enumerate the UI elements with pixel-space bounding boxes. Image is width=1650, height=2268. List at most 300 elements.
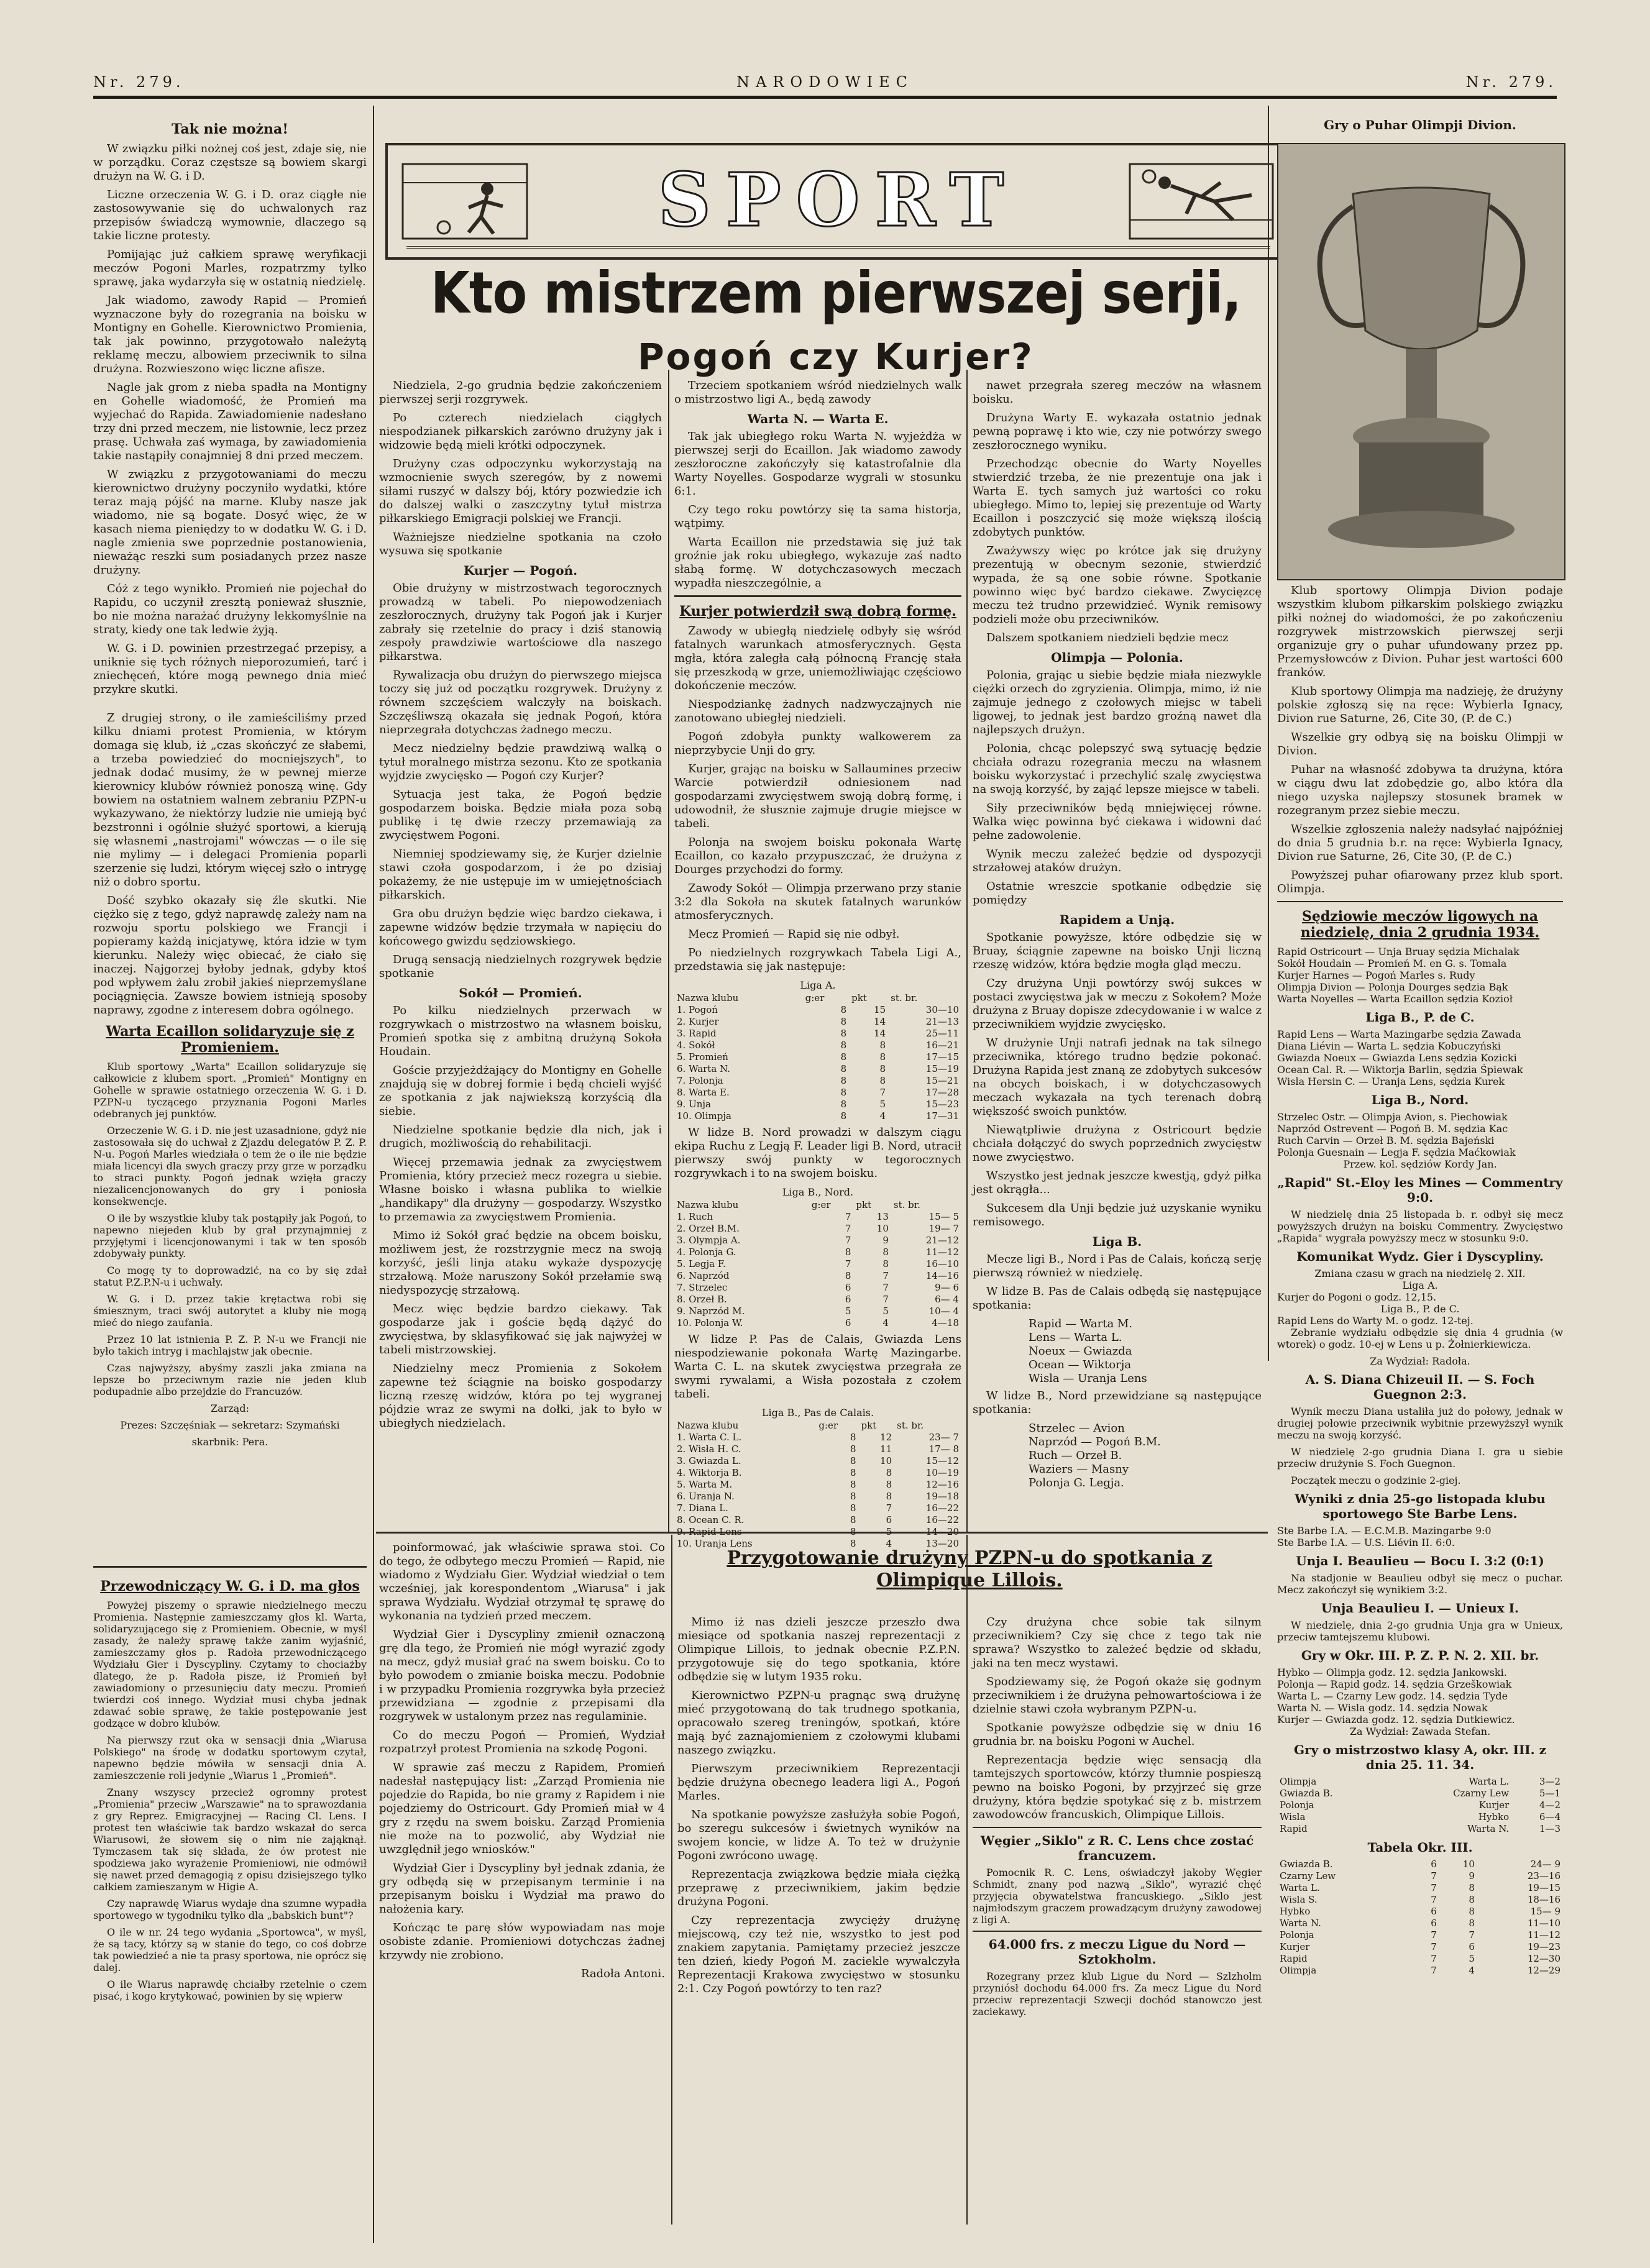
section-heading: Tabela Okr. III. xyxy=(1367,1840,1473,1855)
paragraph: Czas najwyższy, abyśmy zaszli jaka zmiana na lepsze bo przeciwnym razie nie jeden klub podupadnie albo przejdzie do Francuzów. xyxy=(93,1362,367,1397)
table-cell: 6. Uranja N. xyxy=(677,1491,735,1502)
paragraph: Polonia, chcąc polepszyć swą sytuację będzie chciała odrazu rozegrania meczu na własnem boisku wykorzystać i przechylić szalę zwycięstwa na swoją korzyść, by zająć lepsze miejsce w tabeli. xyxy=(973,742,1262,796)
table-cell: 8. Orzeł B. xyxy=(677,1294,727,1305)
table-cell: 4 xyxy=(886,1538,892,1549)
paragraph: Wszelkie gry odbyą się na boisku Olimpji w Divion. xyxy=(1277,731,1563,757)
paragraph: Wydział Gier i Dyscypliny był jednak zdania, że gry odbędą się w przepisanym terminie i na przepisanym boisku i Wydział ma prawo do nałożenia kary. xyxy=(379,1862,665,1916)
referee-line: Rapid Ostricourt — Unja Bruay sędzia Michalak xyxy=(1277,946,1519,958)
article-title: Kurjer potwierdził swą dobrą formę. xyxy=(679,603,956,620)
match-heading: Sokół — Promień. xyxy=(459,985,582,1000)
paragraph: Klub sportowy „Warta" Ecaillon solidaryzuje się całkowicie z klubem sport. „Promień" Montigny en Gohelle w sprawie ostatniego orzeczenia W. G. i D. PZPN-u tyczącego przyznania Pogoni Marles odebranych jej punktów. xyxy=(93,1061,367,1120)
league-table-liga-b-nord xyxy=(674,1199,961,1329)
paragraph: Rywalizacja obu drużyn do pierwszego miejsca toczy się już od początku rozgrywek. Drużyny z równem szczęściem walczyły na boiskach. Szczęśliwszą okazała się jednak Pogoń, która nieprzegrała dotychczas żadnego meczu. xyxy=(379,669,662,736)
paragraph: Pierwszym przeciwnikiem Reprezentacji będzie drużyna obecnego leadera ligi A., Pogoń Marles. xyxy=(677,1762,960,1803)
paragraph: Wydział Gier i Dyscypliny zmienił oznaczoną grę dla tego, że Promień nie mógł wyrazić zgody na mecz, gdyż musiał grać na swem boisku. Co to było powodem o zmianie boiska meczu. Podobnie i w przypadku Promienia rozgrywka była przecież przewidziana — zgodnie z przepisami dla rozgrywek w ustalonym przez nas regulaminie. xyxy=(379,1628,665,1723)
paragraph: Co do meczu Pogoń — Promień, Wydział rozpatrzył protest Promienia na szkodę Pogoni. xyxy=(379,1729,665,1755)
paragraph: W związku z przygotowaniami do meczu kierownictwo drużyny poczyniło wydatki, które teraz mają pójść na marne. Kluby nasze jak wiadomo, nie są bogate. Dosyć więc, że w kasach niema pieniędzy to w dodatku W. G. i D. nagle zmienia swe poprzednie postanowienia, nieważąc reszki sum posiadanych przez nasze drużyny. xyxy=(93,468,367,577)
table-row xyxy=(1277,1823,1563,1835)
fixture: Ocean — Wiktorja xyxy=(1029,1358,1132,1371)
table-header-row xyxy=(674,1420,961,1432)
table-cell: 7 xyxy=(886,1502,892,1514)
table-cell: 8 xyxy=(850,1502,856,1514)
table-cell: Warta L. xyxy=(1469,1776,1510,1787)
column-rule xyxy=(966,1535,968,2225)
table-cell: 12—30 xyxy=(1527,1953,1561,1964)
table-row xyxy=(674,1110,961,1122)
paragraph: Gra obu drużyn będzie więc bardzo ciekawa, i zapewne widzów będzie trzymała w napięciu do końcowego gwizdu sędziowskiego. xyxy=(379,907,662,948)
article-title: Węgier „Siklo" z R. C. Lens chce zostać francuzem. xyxy=(980,1833,1254,1863)
paragraph: W. G. i D. przez takie krętactwa robi się śmiesznym, traci swój autorytet a kluby nie mogą mieć do niego zaufania. xyxy=(93,1293,367,1328)
table-title: Liga A. xyxy=(800,979,836,991)
paragraph: Zawody w ubiegłą niedzielę odbyły się wśród fatalnych warunkach atmosferycznych. Gęsta mgła, która zaległa całą północną Francję stała się przeszkodą w grze, uniemożliwiając częściowo dokończenie meczów. xyxy=(674,624,961,692)
table-cell: 8 xyxy=(879,1075,886,1086)
paragraph: Mecze ligi B., Nord i Pas de Calais, kończą serję pierwszą również w niedzielę. xyxy=(973,1253,1262,1279)
table-cell: 15—19 xyxy=(925,1063,959,1074)
table-row xyxy=(1277,1918,1563,1929)
league-table-okr-iii xyxy=(1277,1859,1563,1977)
section-heading: Unja I. Beaulieu — Bocu I. 3:2 (0:1) xyxy=(1296,1553,1544,1568)
signoff: Zarząd: xyxy=(211,1402,249,1414)
table-cell: 8 xyxy=(879,1063,886,1074)
table-cell: 8 xyxy=(840,1063,847,1074)
column-rule xyxy=(1268,106,1269,1361)
table-cell: 11—10 xyxy=(1527,1918,1561,1929)
table-cell: 7 xyxy=(1431,1882,1437,1893)
table-cell: 6. Warta N. xyxy=(677,1063,730,1074)
table-cell: 17—15 xyxy=(925,1051,959,1063)
table-cell: Czarny Lew xyxy=(1453,1788,1510,1799)
section-heading: A. S. Diana Chizeuil II. — S. Foch Guegnon 2:3. xyxy=(1305,1372,1535,1402)
table-header-cell: g:er xyxy=(805,992,825,1004)
referee-line: Przew. kol. sędziów Kordy Jan. xyxy=(1343,1158,1497,1170)
table-cell: 8 xyxy=(850,1526,856,1537)
table-cell: 3—2 xyxy=(1539,1776,1561,1787)
goalkeeper-illustration xyxy=(1127,158,1276,245)
table-row xyxy=(674,1502,961,1514)
table-cell: Wisla xyxy=(1280,1811,1306,1822)
table-cell: 8 xyxy=(845,1246,851,1258)
match-heading: Warta N. — Warta E. xyxy=(747,411,889,426)
referee-line: Olimpja Divion — Polonja Dourges sędzia Bąk xyxy=(1277,981,1508,993)
table-row xyxy=(674,1040,961,1051)
paragraph: Spotkanie powyższe odbędzie się w dniu 16 grudnia br. na boisku Pogoni w Auchel. xyxy=(973,1721,1262,1748)
table-cell: 9 xyxy=(882,1235,889,1246)
table-cell: 21—13 xyxy=(925,1016,959,1027)
table-row xyxy=(674,1004,961,1016)
table-cell: Kurjer xyxy=(1478,1799,1510,1811)
table-cell: 6 xyxy=(1431,1918,1437,1929)
table-row xyxy=(1277,1882,1563,1894)
paragraph: Wszelkie zgłoszenia należy nadsyłać najpóźniej do dnia 5 grudnia b.r. na ręce: Wybierla Ignacy, Divion rue Saturne, 26, Cite 30, (P. de C.) xyxy=(1277,823,1563,863)
table-cell: 8 xyxy=(850,1538,856,1549)
table-row xyxy=(1277,1953,1563,1965)
paragraph: W sprawie zaś meczu z Rapidem, Promień nadesłał następujący list: „Zarząd Promienia nie pojedzie do Rapida, bo nie gramy z Rapidem i nie pojedziemy do Ostricourt. Gdy Promień miał w 4 gry z rzędu na swem boisku. Zarząd Promienia nie może na to pozwolić, aby Wydział nie uwzględnił jego wniosków." xyxy=(379,1761,665,1856)
table-row xyxy=(1277,1906,1563,1918)
table-cell: 4 xyxy=(879,1110,886,1122)
result-line: Ste Barbe I.A. — E.C.M.B. Mazingarbe 9:0 xyxy=(1277,1525,1492,1537)
table-cell: 2. Wisła H. C. xyxy=(677,1443,741,1455)
paragraph: Pomijając już całkiem sprawę weryfikacji meczów Pogoni Marles, rozpatrzmy tylko sprawę, jaka wydarzyła się w ostatnią niedzielę. xyxy=(93,248,367,288)
paragraph: Mecz niedzielny będzie prawdziwą walką o tytuł moralnego mistrza sezonu. Kto ze spotkania wyjdzie zwycięsko — Pogoń czy Kurjer? xyxy=(379,742,662,782)
paragraph: Po czterech niedzielach ciągłych niespodzianek piłkarskich zarówno drużyny jak i widzowie będą mieli krótki odpoczynek. xyxy=(379,411,662,452)
table-cell: 16—22 xyxy=(925,1514,959,1525)
table-cell: 3. Olympja A. xyxy=(677,1235,741,1246)
paragraph: Na spotkanie powyższe zasłużyła sobie Pogoń, bo szeregu sukcesów i świetnych wyników na swojem koncie, w lidze A. To też w drużynie Pogoni zwrócono uwagę. xyxy=(677,1808,960,1862)
table-row xyxy=(1277,1929,1563,1941)
paragraph: Wynik meczu Diana ustaliła już do połowy, jednak w drugiej połowie przeciwnik wybitnie przewyższył wynik meczu na swoją korzyść. xyxy=(1277,1406,1563,1441)
masthead-rule xyxy=(93,96,1557,99)
table-header-cell: g:er xyxy=(818,1420,838,1431)
table-cell: 15—12 xyxy=(925,1455,959,1466)
table-cell: 12 xyxy=(880,1432,892,1443)
table-cell: 10 xyxy=(1462,1859,1475,1870)
paragraph: Zebranie wydziału odbędzie się dnia 4 grudnia (w wtorek) o godz. 10-ej w Lens u p. Żołnierkiewicza. xyxy=(1277,1327,1563,1350)
table-row xyxy=(674,1467,961,1479)
paragraph: Niespodziankę żadnych nadzwyczajnych nie zanotowano ubiegłej niedzieli. xyxy=(674,698,961,725)
paragraph: Przez 10 lat istnienia P. Z. P. N-u we Francji nie było takich intryg i machlajstw jak obecnie. xyxy=(93,1333,367,1357)
table-cell: 8 xyxy=(840,1016,847,1027)
fixture: Naprzód — Pogoń B.M. xyxy=(1029,1435,1161,1448)
referee-line: Gwiazda Noeux — Gwiazda Lens sędzia Kozicki xyxy=(1277,1052,1517,1064)
table-cell: 10. Uranja Lens xyxy=(677,1538,753,1549)
paragraph: Cóż z tego wynikło. Promień nie pojechał do Rapidu, co uczynił zresztą ponieważ słusznie, bo nie można narażać drużyny lekkomyślnie na straty, kiedy one tak ledwie żyją. xyxy=(93,582,367,636)
table-cell: 5. Legja F. xyxy=(677,1258,726,1269)
paragraph: Znany wszyscy przecież ogromny protest „Promienia" przeciw „Warszawie" na to sprawozdania z gry Reprez. Emigracyjnej — Racing Cl. Lens. I protest ten właściwie tak bardzo wskazał do serca Wiarusowi, że słowem się o nim nie zająknął. Tymczasem tak się składa, że ów protest nie spodziewa jako wyrażenie Promieniowi, nie odmówił się nawet przed demagogią z opisu dzisiejszego tylko całkiem zamieszanym w Higie A. xyxy=(93,1786,367,1893)
article-przewodniczacy xyxy=(93,1572,367,2225)
fixture: Noeux — Gwiazda xyxy=(1029,1345,1132,1358)
table-cell: 8 xyxy=(850,1467,856,1478)
table-cell: 7. Polonja xyxy=(677,1075,723,1086)
paragraph: Wynik meczu zależeć będzie od dyspozycji strzałowej ataków drużyn. xyxy=(973,848,1262,874)
table-cell: Olimpja xyxy=(1280,1776,1317,1787)
paragraph: Spotkanie powyższe, które odbędzie się w Bruay, ściągnie zapewne na boisko Unji liczną rzeszę widzów, która będzie mogła gląd meczu. xyxy=(973,931,1262,971)
table-cell: 19— 7 xyxy=(928,1223,959,1234)
table-header-row xyxy=(674,992,961,1004)
referee-line: Naprzód Ostrevent — Pogoń B. M. sędzia Kac xyxy=(1277,1123,1508,1135)
article-tak-nie-mozna xyxy=(93,115,367,1448)
paragraph: Powyższej puhar ofiarowany przez klub sport. Olimpja. xyxy=(1277,869,1563,895)
paragraph: W niedzielę, dnia 2-go grudnia Unja gra w Unieux, przeciw tamtejszemu klubowi. xyxy=(1277,1619,1563,1643)
table-cell: 21—12 xyxy=(925,1235,959,1246)
paragraph: Mimo iż Sokół grać będzie na obcem boisku, możliwem jest, że rozstrzygnie mecz na swoją korzyść, jeśli linja ataku wykaże dyspozycję strzałową. Może naruszony Sokół przełamie swą niedyspozycję strzałową. xyxy=(379,1229,662,1297)
paragraph: Czy naprawdę Wiarus wydaje dna szumne wypadła sportowego w tygodniku tylko dla „babskich bunt"? xyxy=(93,1898,367,1921)
fixture: Za Wydział: Zawada Stefan. xyxy=(1349,1726,1491,1737)
table-row xyxy=(674,1258,961,1270)
table-cell: 8 xyxy=(840,1004,847,1015)
table-header-cell: pkt xyxy=(861,1420,877,1431)
table-cell: 7 xyxy=(882,1294,889,1305)
table-cell: 2. Orzeł B.M. xyxy=(677,1223,740,1234)
table-cell: 8 xyxy=(850,1455,856,1466)
table-row xyxy=(674,1294,961,1305)
table-cell: 15—21 xyxy=(925,1075,959,1086)
paragraph: Niedzielny mecz Promienia z Sokołem zapewne też ściągnie na boisko gospodarzy liczną rzeszę widzów, która po tej wygranej pójdzie wraz ze swymi na dołki, jak to było w ubiegłych niedzielach. xyxy=(379,1362,662,1430)
table-title: Liga B., Nord. xyxy=(782,1186,854,1198)
table-cell: 14 xyxy=(874,1016,886,1027)
table-cell: 8 xyxy=(886,1491,892,1502)
table-cell: 1. Warta C. L. xyxy=(677,1432,742,1443)
table-cell: 5 xyxy=(886,1526,892,1537)
paragraph: Kończąc te parę słów wypowiadam nas moje osobiste zdanie. Promieniowi dotychczas żadnej krzywdy nie zrobiono. xyxy=(379,1921,665,1962)
league-table-liga-a xyxy=(674,992,961,1122)
paragraph: W lidze B., Nord przewidziane są następujące spotkania: xyxy=(973,1389,1262,1416)
table-cell: 11 xyxy=(880,1443,892,1455)
main-story-col3 xyxy=(973,379,1262,1529)
fixture: Ruch — Orzeł B. xyxy=(1029,1449,1122,1462)
table-cell: 25—11 xyxy=(925,1028,959,1039)
referee-line: Wisla Hersin C. — Uranja Lens, sędzia Kurek xyxy=(1277,1076,1505,1087)
paragraph: Czy reprezentacja zwycięży drużynę miejscową, czy też nie, wszystko to jest pod znakiem zapytania. Pamiętamy przecież jeszcze ten dzień, kiedy Pogoń M. zaciekle wywalczyła Reprezentacji Krakowa zwycięstwo w stosunku 2:1. Czy Pogoń powtórzy to ten raz? xyxy=(677,1914,960,1995)
table-cell: Warta L. xyxy=(1280,1882,1320,1893)
table-row xyxy=(1277,1811,1563,1823)
table-cell: 9. Rapid Lens xyxy=(677,1526,742,1537)
table-row xyxy=(674,1317,961,1329)
table-cell: 8. Ocean C. R. xyxy=(677,1514,745,1525)
paragraph: Na stadjonie w Beaulieu odbył się mecz o puchar. Mecz zakończył się wynikiem 3:2. xyxy=(1277,1572,1563,1596)
table-cell: 16—21 xyxy=(925,1040,959,1051)
paragraph: O ile w nr. 24 tego wydania „Sportowca", w myśl, że są tacy, którzy są w stanie do tego, co coś dobrze tak powiedzieć a nie ta prasy sportowa, nie oprócz się dalej. xyxy=(93,1926,367,1973)
table-cell: 16—10 xyxy=(925,1258,959,1269)
table-header-cell: Nazwa klubu xyxy=(677,1199,739,1210)
paragraph: Trzeciem spotkaniem wśród niedzielnych walk o mistrzostwo ligi A., będą zawody xyxy=(674,379,961,406)
table-cell: 5 xyxy=(882,1305,889,1317)
table-cell: 4 xyxy=(1469,1965,1475,1976)
table-cell: 7 xyxy=(1431,1953,1437,1964)
main-story-col1 xyxy=(379,379,662,1529)
table-cell: 4. Wiktorja B. xyxy=(677,1467,742,1478)
table-cell: 8 xyxy=(882,1258,889,1269)
paragraph: Orzeczenie W. G. i D. nie jest uzasadnione, gdyż nie zastosowała się do uchwał z Zjazdu delegatów P. Z. P. N-u. Pogoń Marles wiedziała o tem że o ile nie będzie miała licencyi dla swych graczy przy grze w porządku to straci punkty. Pogoń jednak wzięła graczy niezalicencjonowanych do gry i poniosła konsekwencje. xyxy=(93,1125,367,1207)
table-header-cell: Nazwa klubu xyxy=(677,992,739,1004)
table-cell: 11—12 xyxy=(1527,1929,1561,1941)
table-cell: Warta N. xyxy=(1467,1823,1510,1834)
referee-line: Kurjer Harnes — Pogoń Marles s. Rudy xyxy=(1277,969,1475,981)
table-cell: 7. Strzelec xyxy=(677,1282,728,1293)
paragraph: Niewątpliwie drużyna z Ostricourt będzie chciała dołączyć do swych poprzednich zwycięstw nowe zwycięstwo. xyxy=(973,1123,1262,1164)
paragraph: Drugą sensacją niedzielnych rozgrywek będzie spotkanie xyxy=(379,953,662,980)
table-cell: 1. Ruch xyxy=(677,1211,713,1222)
paragraph: Polonja na swojem boisku pokonała Wartę Ecaillon, co kazało przypuszczać, że drużyna z Dourges przychodzi do formy. xyxy=(674,836,961,876)
referee-line: Ruch Carvin — Orzeł B. M. sędzia Bajeński xyxy=(1277,1135,1495,1146)
section-heading: Gry o mistrzostwo klasy A, okr. III. z dnia 25. 11. 34. xyxy=(1294,1742,1546,1772)
paragraph: Zważywszy więc po krótce jak się drużyny prezentują w obecnym sezonie, stwierdzić wypada, że są one sobie równe. Spotkanie powinno więc być bardzo ciekawe. Zwycięzcę meczu też trudno przewidzieć. Wynik remisowy podzieli może obu przeciwników. xyxy=(973,544,1262,626)
table-header-cell: Nazwa klubu xyxy=(677,1420,739,1431)
table-cell: 6—4 xyxy=(1539,1811,1561,1822)
article-title: 64.000 frs. z meczu Ligue du Nord — Sztokholm. xyxy=(988,1937,1246,1967)
paragraph: Siły przeciwników będą mniejwięcej równe. Walka więc powinna być ciekawa i widowni dać pełne zadowolenie. xyxy=(973,802,1262,842)
table-cell: 17— 8 xyxy=(928,1443,959,1455)
table-cell: 4 xyxy=(882,1317,889,1328)
table-cell: 19—18 xyxy=(925,1491,959,1502)
paragraph: Klub sportowy Olimpja Divion podaje wszystkim klubom piłkarskim polskiego związku piłki nożnej do wiadomości, że po zakończeniu rozgrywek mistrzowskich pierwszej serji organizuje gry o puhar ufundowany przez pp. Przemysłowców z Divion. Puhar jest wartości 600 franków. xyxy=(1277,584,1563,679)
section-heading: Gry w Okr. III. P. Z. P. N. 2. XII. br. xyxy=(1301,1648,1539,1663)
table-cell: 10 xyxy=(880,1455,892,1466)
paragraph: Czy tego roku powtórzy się ta sama historja, wątpimy. xyxy=(674,503,961,530)
paragraph: Niemniej spodziewamy się, że Kurjer dzielnie stawi czoła gospodarzom, i że po dzisiaj pokażemy, że nie ustępuje im w umiejętnościach piłkarskich. xyxy=(379,848,662,902)
paragraph: Niedzielne spotkanie będzie dla nich, jak i drugich, możliwością do rehabilitacji. xyxy=(379,1123,662,1150)
paragraph: W. G. i D. powinien przestrzegać przepisy, a uniknie się tych różnych nieporozumień, tarć i zniechęceń, które mogą pewnego dnia mieć przykre skutki. xyxy=(93,642,367,696)
paragraph: Ważniejsze niedzielne spotkania na czoło wysuwa się spotkanie xyxy=(379,531,662,557)
table-row xyxy=(674,1270,961,1282)
paragraph: Puhar na własność zdobywa ta drużyna, która w ciągu dwu lat zdobędzie go, albo która dla niego uzyska najlepszy stosunek bramek w rozegranym przez siebie meczu. xyxy=(1277,763,1563,817)
paragraph: Sytuacja jest taka, że Pogoń będzie gospodarzem boiska. Będzie miała poza sobą publikę i tę dwie rzeczy przemawiają za zwycięstwem Pogoni. xyxy=(379,788,662,842)
notice-line: Liga B., P. de C. xyxy=(1380,1303,1460,1315)
table-row xyxy=(674,1063,961,1075)
paragraph: Na pierwszy rzut oka w sensacji dnia „Wiarusa Polskiego" na środę w dodatku sportowym czytał, napewno będzie mówiła w sensacji dnia A. zamieszczenie roli jedynie „Wiarus 1 „Promień". xyxy=(93,1734,367,1781)
table-cell: 8 xyxy=(840,1051,847,1063)
article-title: Tak nie można! xyxy=(172,121,288,137)
table-cell: 4. Polonja G. xyxy=(677,1246,736,1258)
paragraph: Obie drużyny w mistrzostwach tegorocznych prowadzą w tabeli. Po niepowodzeniach zeszłorocznych, drużyny tak Pogoń jak i Kurjer zabrały się rzetelnie do pracy i dziś stanowią zespoły prawdziwie wartościowe dla naszego piłkarstwa. xyxy=(379,582,662,663)
table-cell: 15—23 xyxy=(925,1099,959,1110)
table-cell: 9. Unja xyxy=(677,1099,711,1110)
paragraph: Po kilku niedzielnych przerwach w rozgrywkach o mistrzostwo na własnem boisku, Promień spotka się z ambitną drużyną Sokoła Houdain. xyxy=(379,1004,662,1058)
table-cell: 10. Polonja W. xyxy=(677,1317,743,1328)
masthead-bar xyxy=(93,68,1557,98)
paragraph: Więcej przemawia jednak za zwycięstwem Promienia, który przecież mecz rozegra u siebie. Własne boisko i własna publika to wielkie „handikapy" dla drużyny — gospodarzy. Wszystko to przemawia za zwycięstwem Promienia. xyxy=(379,1156,662,1223)
table-row xyxy=(674,1016,961,1028)
article-przygotowanie xyxy=(677,1616,960,2225)
paragraph: Mecz więc będzie bardzo ciekawy. Tak gospodarze jak i goście będą dążyć do zwycięstwa, by sklasyfikować się jak najwyżej w tabeli mistrzowskiej. xyxy=(379,1302,662,1356)
table-cell: 9— 6 xyxy=(935,1282,959,1293)
paragraph: Klub sportowy Olimpja ma nadzieję, że drużyny polskie zgłoszą się na ręce: Wybierla Ignacy, Divion rue Saturne, 26, Cite 30, (P. de C.) xyxy=(1277,685,1563,725)
fixture: Kurjer — Gwiazda godz. 12. sędzia Dutkiewicz. xyxy=(1277,1714,1515,1726)
table-cell: 16—22 xyxy=(925,1502,959,1514)
paragraph: W drużynie Unji natrafi jednak na tak silnego przeciwnika, którego trudno będzie pokonać. Drużyna Rapida jest znaną ze zdobytych sukcesów na obcych boiskach, i w dotychczasowych meczach wykazała na tych terenach dobrą większość swoich punktów. xyxy=(973,1036,1262,1118)
paragraph: Ostatnie wreszcie spotkanie odbędzie się pomiędzy xyxy=(973,880,1262,907)
issue-number-left: Nr. 279. xyxy=(93,73,185,91)
table-row xyxy=(674,1028,961,1040)
paragraph: Nagle jak grom z nieba spadła na Montigny en Gohelle wiadomość, że Promień ma wyjechać do Rapida. Zawiadomienie nadesłano trzy dni przed meczem, nie listownie, lecz przez prasę. Uchwała zaś wymaga, by zawiadomienia takie nastąpiły conajmniej 8 dni przed meczem. xyxy=(93,381,367,462)
table-cell: 6 xyxy=(1431,1859,1437,1870)
table-cell: 9 xyxy=(1469,1870,1475,1882)
column-rule xyxy=(671,1535,672,2225)
table-cell: Warta N. xyxy=(1280,1918,1321,1929)
table-cell: 17—28 xyxy=(925,1087,959,1098)
table-cell: 8 xyxy=(840,1099,847,1110)
referee-line: Polonja Guesnain — Legja F. sędzia Maćkowiak xyxy=(1277,1146,1516,1158)
table-row xyxy=(1277,1941,1563,1953)
table-cell: 8 xyxy=(850,1443,856,1455)
table-cell: 3. Rapid xyxy=(677,1028,717,1039)
table-cell: 7 xyxy=(1431,1941,1437,1952)
table-row xyxy=(674,1223,961,1235)
article-wgid-reply xyxy=(379,1541,665,2225)
table-row xyxy=(674,1455,961,1467)
table-cell: 7 xyxy=(845,1223,851,1234)
table-header-cell: st. br. xyxy=(893,1199,921,1210)
table-cell: 7 xyxy=(1431,1929,1437,1941)
fixture: Hybko — Olimpja godz. 12. sędzia Jankowski. xyxy=(1277,1667,1507,1678)
paragraph: Dalszem spotkaniem niedzieli będzie mecz xyxy=(986,631,1229,644)
table-cell: 8 xyxy=(879,1051,886,1063)
table-cell: 3. Gwiazda L. xyxy=(677,1455,741,1466)
table-cell: 7 xyxy=(845,1258,851,1269)
table-cell: 7. Diana L. xyxy=(677,1502,728,1514)
table-cell: 6 xyxy=(1469,1941,1475,1952)
table-cell: 24— 9 xyxy=(1530,1859,1561,1870)
table-cell: 5. Warta M. xyxy=(677,1479,733,1490)
fixture: Wisla — Uranja Lens xyxy=(1029,1372,1147,1385)
table-cell: 9. Naprzód M. xyxy=(677,1305,745,1317)
article-title: Warta Ecaillon solidaryzuje się z Promieniem. xyxy=(106,1023,354,1056)
table-row xyxy=(674,1282,961,1294)
paragraph: W związku piłki nożnej coś jest, zdaje się, nie w porządku. Coraz częstsze są bowiem skargi drużyn na W. G. i D. xyxy=(93,142,367,183)
article-title: Przewodniczący W. G. i D. ma głos xyxy=(100,1578,360,1594)
table-cell: 13—20 xyxy=(925,1538,959,1549)
table-cell: 14—16 xyxy=(925,1270,959,1281)
table-cell: Hybko xyxy=(1280,1906,1311,1917)
table-cell: 8 xyxy=(886,1467,892,1478)
table-cell: 6 xyxy=(845,1317,851,1328)
table-cell: 5—1 xyxy=(1539,1788,1561,1799)
paragraph: W niedzielę 2-go grudnia Diana I. gra u siebie przeciw drużynie S. Foch Guegnon. xyxy=(1277,1446,1563,1470)
trophy-caption-block xyxy=(1277,115,1563,140)
table-cell: 5 xyxy=(845,1305,851,1317)
table-header-cell: g:er xyxy=(811,1199,831,1210)
table-cell: 11—12 xyxy=(925,1246,959,1258)
paragraph: W lidze P. Pas de Calais, Gwiazda Lens niespodziewanie pokonała Wartę Mazingarbe. Warta C. L. na skutek zwycięstwa przegrała ze swymi rywalami, a Wisła pozostała z czołem tabeli. xyxy=(674,1333,961,1401)
notice-line: Liga A. xyxy=(1402,1279,1438,1291)
paragraph: W lidze B. Nord prowadzi w dalszym ciągu ekipa Ruchu z Legją F. Leader ligi B. Nord, utracił pierwszy swój punkty w tegorocznych rozgrywkach i to na swojem boisku. xyxy=(674,1126,961,1180)
table-cell: 8 xyxy=(1469,1894,1475,1905)
table-cell: 7 xyxy=(1431,1870,1437,1882)
table-cell: 8 xyxy=(886,1479,892,1490)
table-cell: 23—16 xyxy=(1527,1870,1561,1882)
section-heading: Liga B., Nord. xyxy=(1371,1092,1469,1107)
table-cell: 8 xyxy=(840,1075,847,1086)
paragraph: Niedziela, 2-go grudnia będzie zakończeniem pierwszej serji rozgrywek. xyxy=(379,379,662,406)
table-row xyxy=(1277,1799,1563,1811)
paragraph: Drużyny czas odpoczynku wykorzystają na wzmocnienie swych szeregów, by z nowemi siłami ruszyć w dalszy bój, który pozwiedzie ich do dalszej walki o zaszczytny tytuł mistrza piłkarskiego Emigracji polskiej we Francji. xyxy=(379,457,662,525)
paragraph: Wszystko jest jednak jeszcze kwestją, gdyż piłka jest okrągła... xyxy=(973,1169,1262,1196)
paragraph: Czy drużyna Unji powtórzy swój sukces w postaci zwycięstwa jak w meczu z Sokołem? Może drużyna z Bruay dopisze zdecydowanie i w walce z przeciwnikiem wyjdzie zwycięsko. xyxy=(973,977,1262,1031)
table-cell: 4. Sokół xyxy=(677,1040,715,1051)
match-heading: Kurjer — Pogoń. xyxy=(463,563,578,578)
section-heading: Liga B., P. de C. xyxy=(1365,1010,1475,1025)
column-rule xyxy=(668,370,669,1532)
table-row xyxy=(674,1305,961,1317)
table-cell: 8. Warta E. xyxy=(677,1087,730,1098)
table-cell: 18—16 xyxy=(1527,1894,1561,1905)
table-cell: 14 xyxy=(874,1028,886,1039)
table-cell: Kurjer xyxy=(1280,1941,1310,1952)
fixture: Waziers — Masny xyxy=(1029,1463,1129,1476)
referee-line: Ocean Cal. R. — Wiktorja Barlin, sędzia Śpiewak xyxy=(1277,1064,1523,1076)
trophy-icon xyxy=(1278,144,1564,579)
table-cell: Hybko xyxy=(1478,1811,1510,1822)
table-cell: 17—31 xyxy=(925,1110,959,1122)
przygotowanie-title-block xyxy=(677,1541,1262,1609)
fixture: Warta L. — Czarny Lew godz. 14. sędzia Tyde xyxy=(1277,1690,1508,1702)
table-row xyxy=(674,1211,961,1223)
article-title: Przygotowanie drużyny PZPN-u do spotkania z Olimpique Lillois. xyxy=(726,1547,1212,1591)
paragraph: Goście przyjeżdżający do Montigny en Gohelle znajdują się w dobrej formie i będą chcieli wyjść ze spotkania z jak najwiekszą korzyścią dla siebie. xyxy=(379,1064,662,1118)
table-row xyxy=(1277,1776,1563,1788)
table-row xyxy=(674,1087,961,1099)
main-headline: Kto mistrzem pierwszej serji, xyxy=(431,260,1241,326)
table-cell: 7 xyxy=(1431,1894,1437,1905)
table-cell: 15— 9 xyxy=(1530,1906,1561,1917)
table-cell: 8 xyxy=(840,1040,847,1051)
table-cell: 6 xyxy=(1431,1906,1437,1917)
paragraph: Sukcesem dla Unji będzie już uzyskanie wyniku remisowego. xyxy=(973,1202,1262,1228)
paragraph: Czy drużyna chce sobie tak silnym przeciwnikiem? Czy się chce z tego tak nie sprawa? Wszystko to zależeć będzie od składu, jaki na ten mecz wystawi. xyxy=(973,1616,1262,1670)
table-cell: 7 xyxy=(845,1211,851,1222)
paragraph: nawet przegrała szereg meczów na własnem boisku. xyxy=(973,379,1262,406)
table-cell: 6 xyxy=(886,1514,892,1525)
paragraph: W lidze B. Pas de Calais odbędą się następujące spotkania: xyxy=(973,1285,1262,1312)
